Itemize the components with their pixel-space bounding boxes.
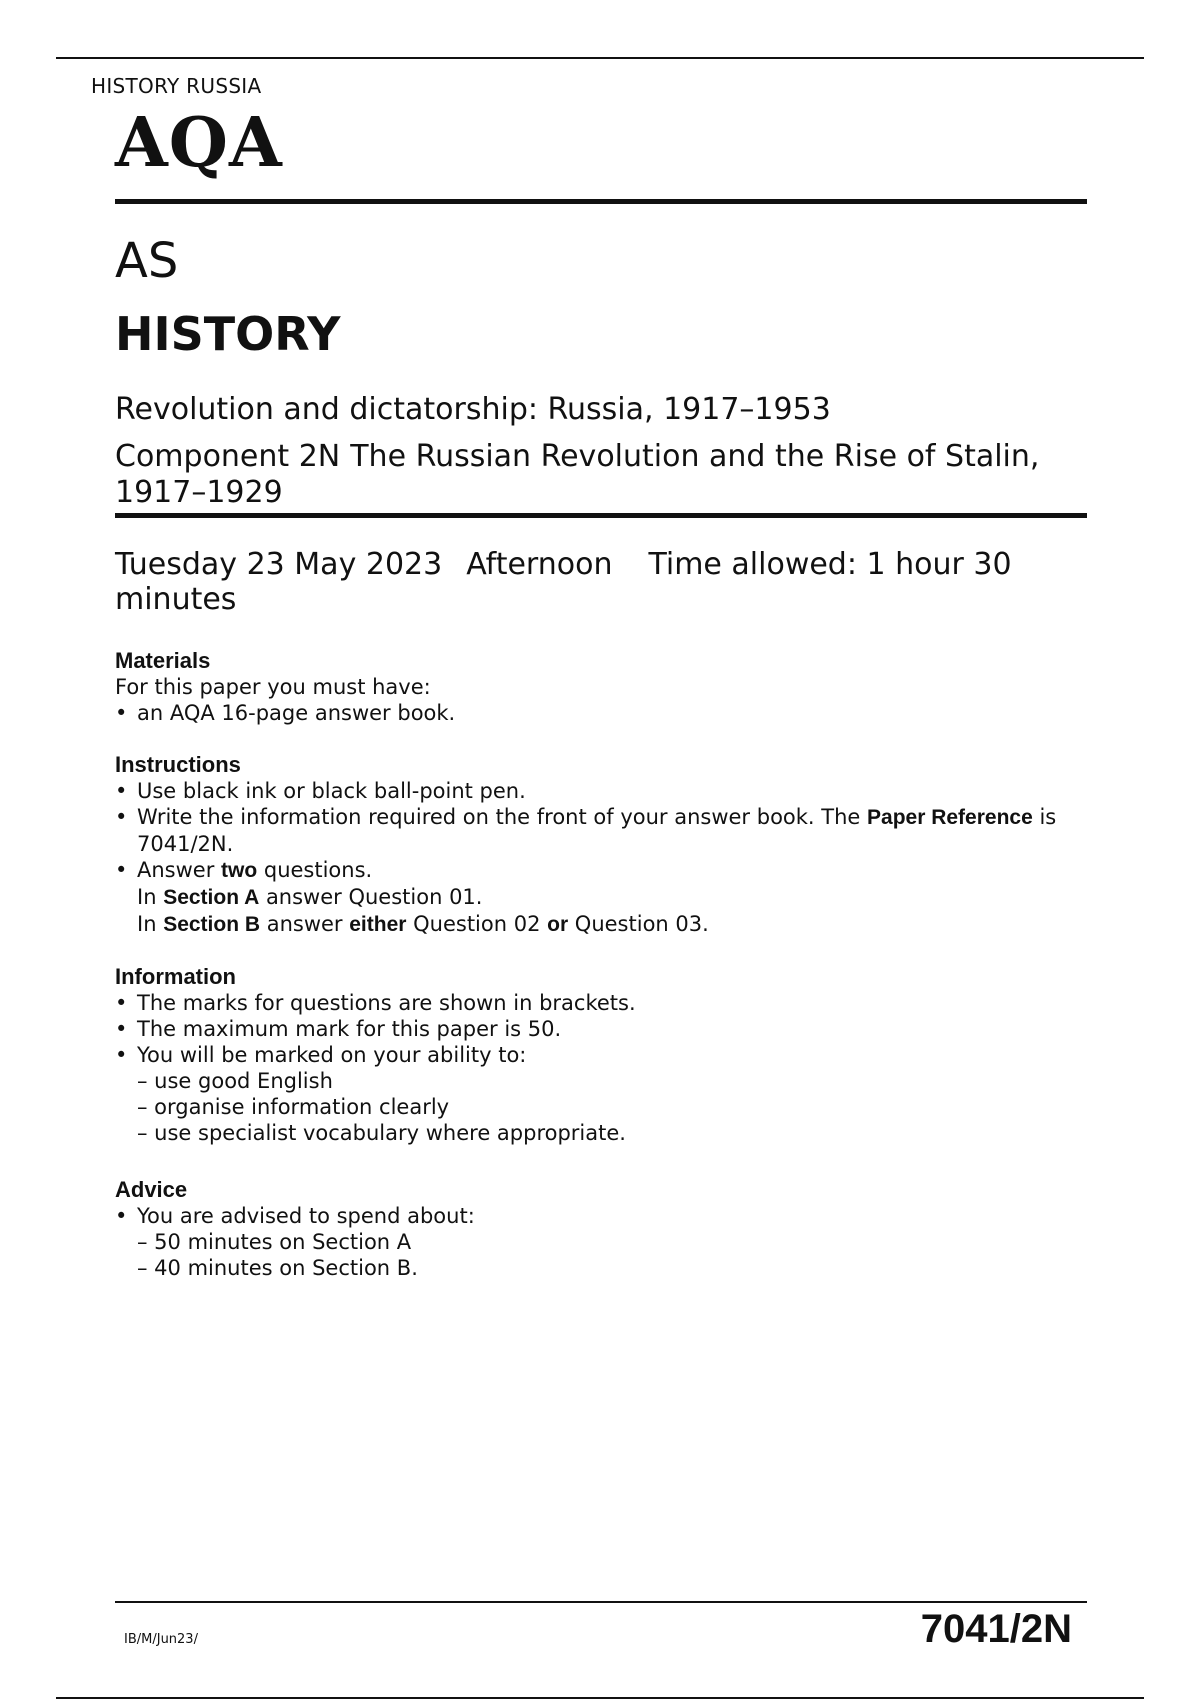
exam-details: [115, 547, 1075, 617]
component-title: [115, 439, 1075, 511]
instruction-item: • Write the information required on the front of your answer book. The Paper Reference is 7041/2N.: [115, 804, 1075, 857]
subject-title: HISTORY: [115, 307, 341, 361]
advice-item: • You are advised to spend about:: [115, 1203, 1075, 1229]
footer-reference: IB/M/Jun23/: [124, 1632, 198, 1647]
advice-sub-item: – 50 minutes on Section A: [137, 1230, 412, 1254]
time-allowed: Time allowed: 1 hour 30 minutes: [115, 547, 1012, 617]
qualification-level: AS: [115, 233, 179, 289]
information-heading: Information: [115, 964, 236, 989]
materials-intro: For this paper you must have:: [115, 675, 431, 699]
bottom-rule: [56, 1697, 1144, 1699]
materials-heading: Materials: [115, 648, 211, 673]
instructions-heading: Instructions: [115, 752, 241, 777]
instruction-section-b: In Section B answer either Question 02 or Question 03.: [137, 912, 709, 936]
header-divider: [115, 199, 1087, 204]
exam-date: Tuesday 23 May 2023: [115, 547, 443, 582]
footer-divider: [115, 1601, 1087, 1603]
information-sub-item: – use good English: [137, 1069, 333, 1093]
information-item: • You will be marked on your ability to:: [115, 1042, 1075, 1068]
information-sub-item: – organise information clearly: [137, 1095, 450, 1119]
advice-section: [115, 1177, 1075, 1281]
exam-session: Afternoon: [466, 547, 613, 582]
advice-sub-item: – 40 minutes on Section B.: [137, 1256, 418, 1280]
instruction-item: • Use black ink or black ball-point pen.: [115, 778, 1075, 804]
instructions-section: [115, 752, 1075, 938]
component-code: Component 2N: [115, 439, 341, 474]
aqa-logo: AQA: [115, 103, 283, 183]
component-name: The Russian Revolution and the Rise of Stalin, 1917–1929: [115, 439, 1040, 510]
paper-title: Revolution and dictatorship: Russia, 1917–1953: [115, 392, 831, 427]
materials-item: • an AQA 16-page answer book.: [115, 700, 1075, 726]
information-sub-item: – use specialist vocabulary where appropriate.: [137, 1121, 626, 1145]
top-rule: [56, 57, 1144, 59]
header-label: HISTORY RUSSIA: [91, 74, 262, 98]
materials-section: [115, 648, 1075, 726]
title-divider: [115, 513, 1087, 518]
instruction-section-a: In Section A answer Question 01.: [137, 885, 483, 909]
advice-heading: Advice: [115, 1177, 188, 1202]
information-item: • The marks for questions are shown in brackets.: [115, 990, 1075, 1016]
instruction-item: • Answer two questions.: [115, 857, 1075, 884]
information-section: [115, 964, 1075, 1146]
information-item: • The maximum mark for this paper is 50.: [115, 1016, 1075, 1042]
paper-code: 7041/2N: [920, 1607, 1072, 1651]
